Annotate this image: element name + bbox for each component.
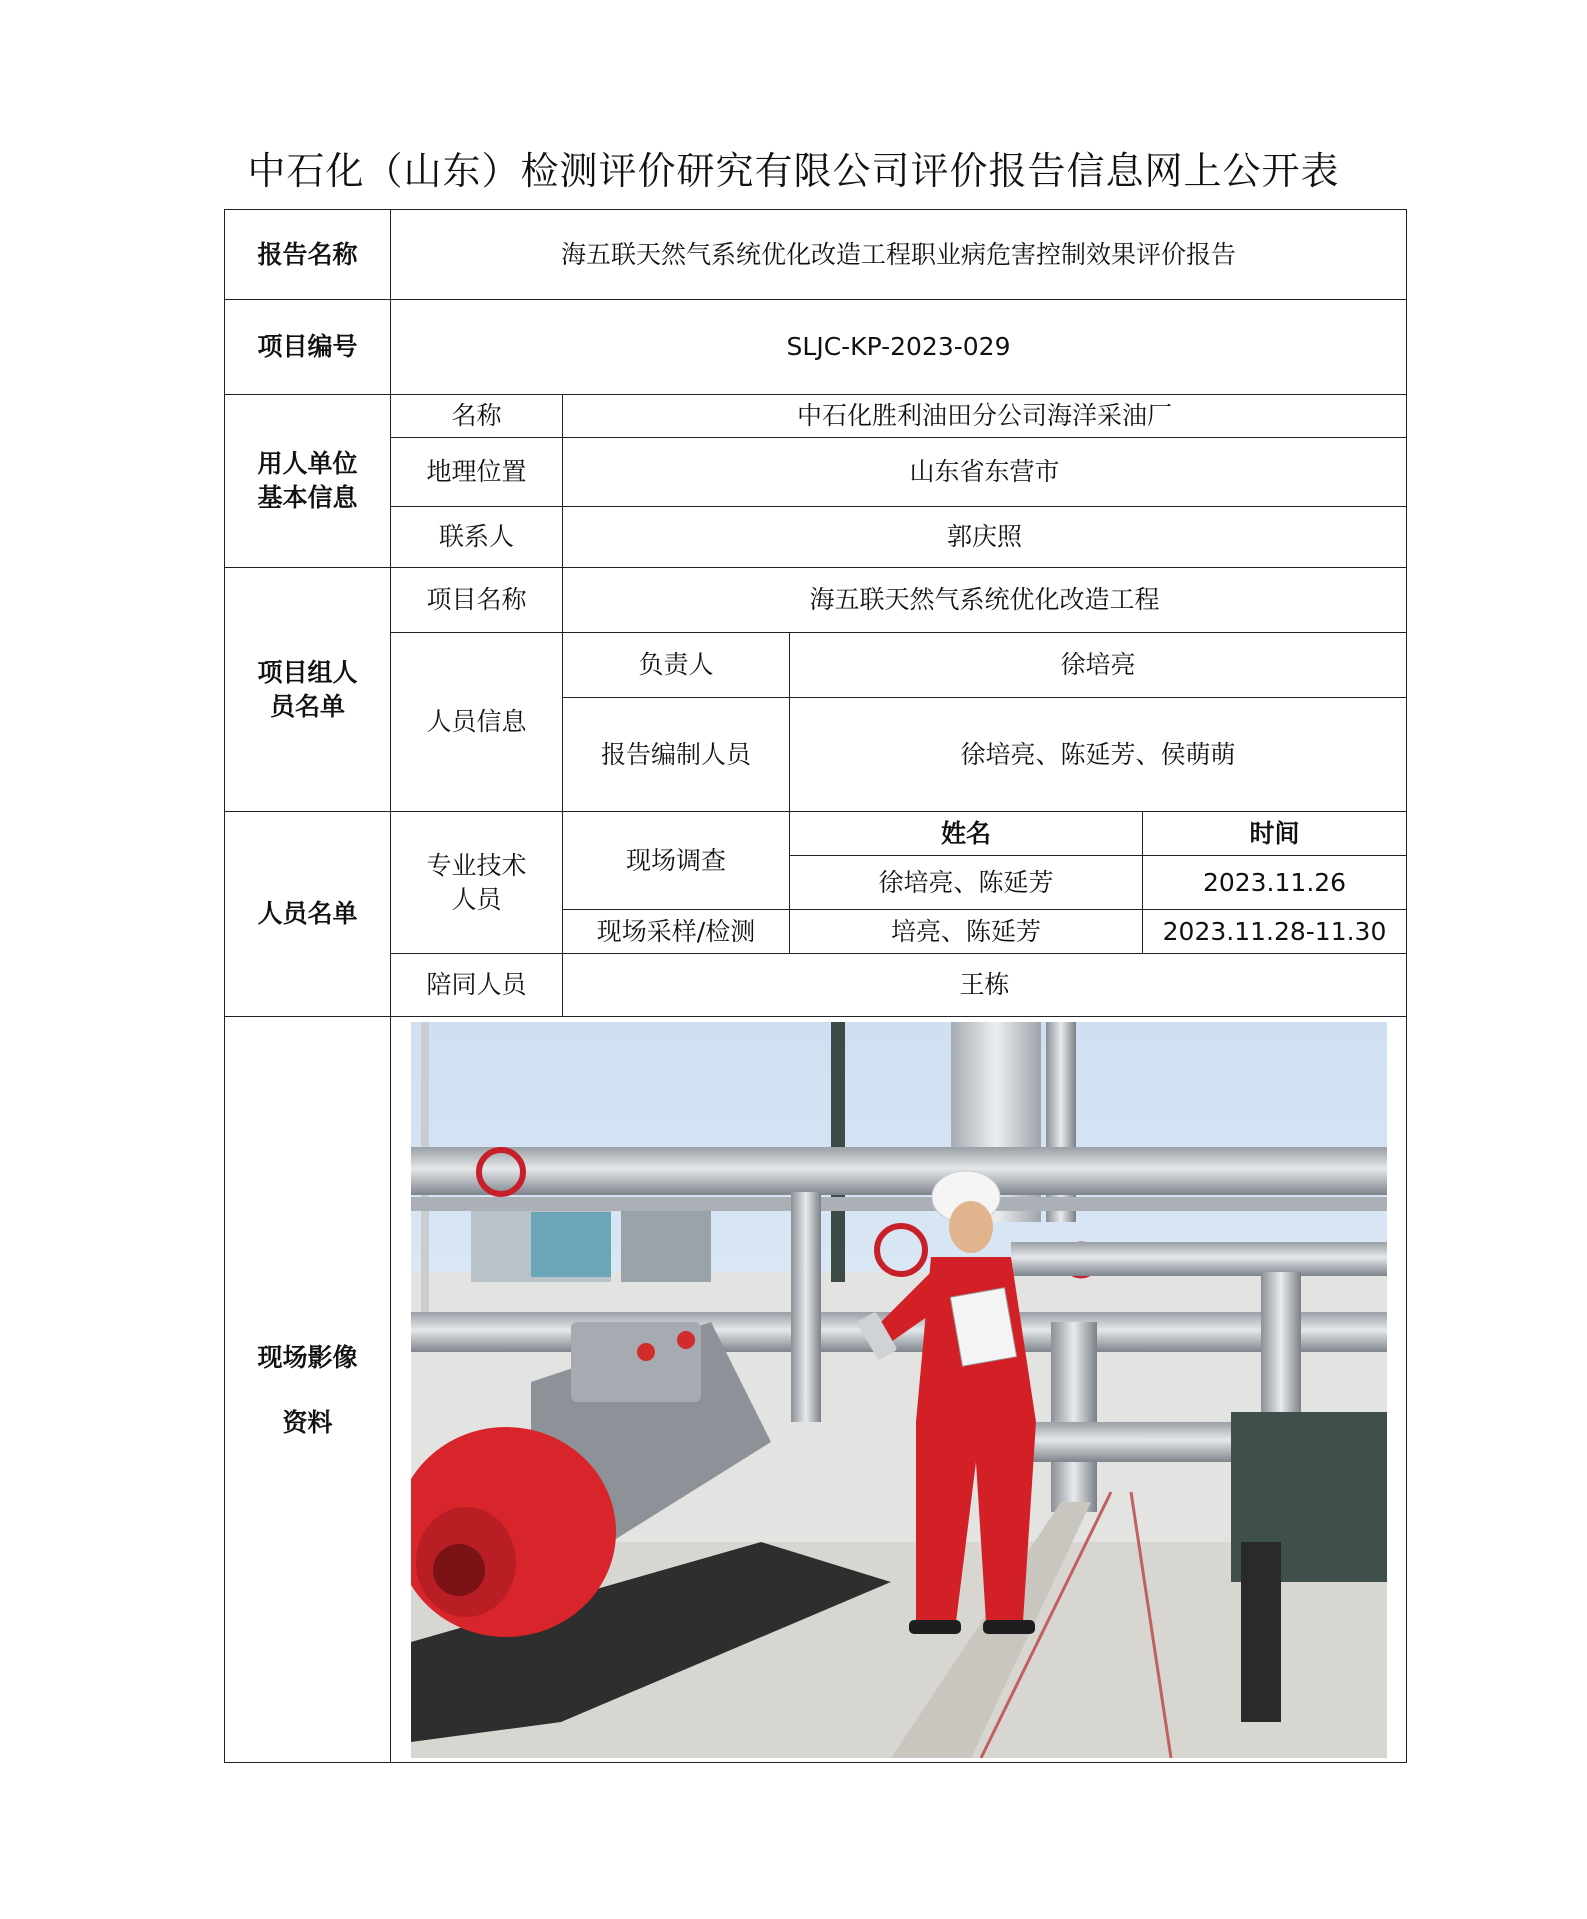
employer-location-value: 山东省东营市	[563, 438, 1407, 507]
row-personnel-header	[225, 812, 1407, 856]
site-photo-cell	[391, 1017, 1407, 1763]
employer-contact-label: 联系人	[391, 507, 563, 568]
sampling-names: 培亮、陈延芳	[790, 910, 1143, 954]
companion-label: 陪同人员	[391, 954, 563, 1017]
writers-label: 报告编制人员	[563, 698, 790, 812]
project-no-value: SLJC-KP-2023-029	[391, 300, 1407, 395]
companion-value: 王栋	[563, 954, 1407, 1017]
project-no-label: 项目编号	[225, 300, 391, 395]
row-report-name	[225, 210, 1407, 300]
team-project-name-value: 海五联天然气系统优化改造工程	[563, 568, 1407, 633]
report-name-value: 海五联天然气系统优化改造工程职业病危害控制效果评价报告	[391, 210, 1407, 300]
employer-name-value: 中石化胜利油田分公司海洋采油厂	[563, 395, 1407, 438]
leader-label: 负责人	[563, 633, 790, 698]
personnel-label: 人员名单	[225, 812, 391, 1017]
tech-staff-label: 专业技术 人员	[391, 812, 563, 954]
page-title: 中石化（山东）检测评价研究有限公司评价报告信息网上公开表	[247, 149, 1340, 193]
writers-value: 徐培亮、陈延芳、侯萌萌	[790, 698, 1407, 812]
employer-contact-value: 郭庆照	[563, 507, 1407, 568]
site-photo	[411, 1022, 1387, 1758]
row-employer-name	[225, 395, 1407, 438]
sampling-label: 现场采样/检测	[563, 910, 790, 954]
row-companion	[225, 954, 1407, 1017]
col-name-header: 姓名	[790, 812, 1143, 856]
leader-value: 徐培亮	[790, 633, 1407, 698]
staff-info-label: 人员信息	[391, 633, 563, 812]
photo-label-line1: 现场影像	[257, 1342, 358, 1372]
survey-label: 现场调查	[563, 812, 790, 910]
photo-label	[225, 1017, 391, 1763]
team-project-name-label: 项目名称	[391, 568, 563, 633]
report-info-table	[224, 209, 1407, 1763]
report-name-label: 报告名称	[225, 210, 391, 300]
row-employer-contact	[225, 507, 1407, 568]
photo-label-line2: 资料	[282, 1407, 333, 1437]
survey-names: 徐培亮、陈延芳	[790, 856, 1143, 910]
col-time-header: 时间	[1143, 812, 1407, 856]
employer-label: 用人单位 基本信息	[225, 395, 391, 568]
employer-name-label: 名称	[391, 395, 563, 438]
site-photo-illustration	[411, 1022, 1387, 1758]
row-employer-location	[225, 438, 1407, 507]
row-team-leader	[225, 633, 1407, 698]
employer-location-label: 地理位置	[391, 438, 563, 507]
team-label: 项目组人 员名单	[225, 568, 391, 812]
row-team-project-name	[225, 568, 1407, 633]
row-photo	[225, 1017, 1407, 1763]
row-project-no	[225, 300, 1407, 395]
sampling-time: 2023.11.28-11.30	[1143, 910, 1407, 954]
survey-time: 2023.11.26	[1143, 856, 1407, 910]
